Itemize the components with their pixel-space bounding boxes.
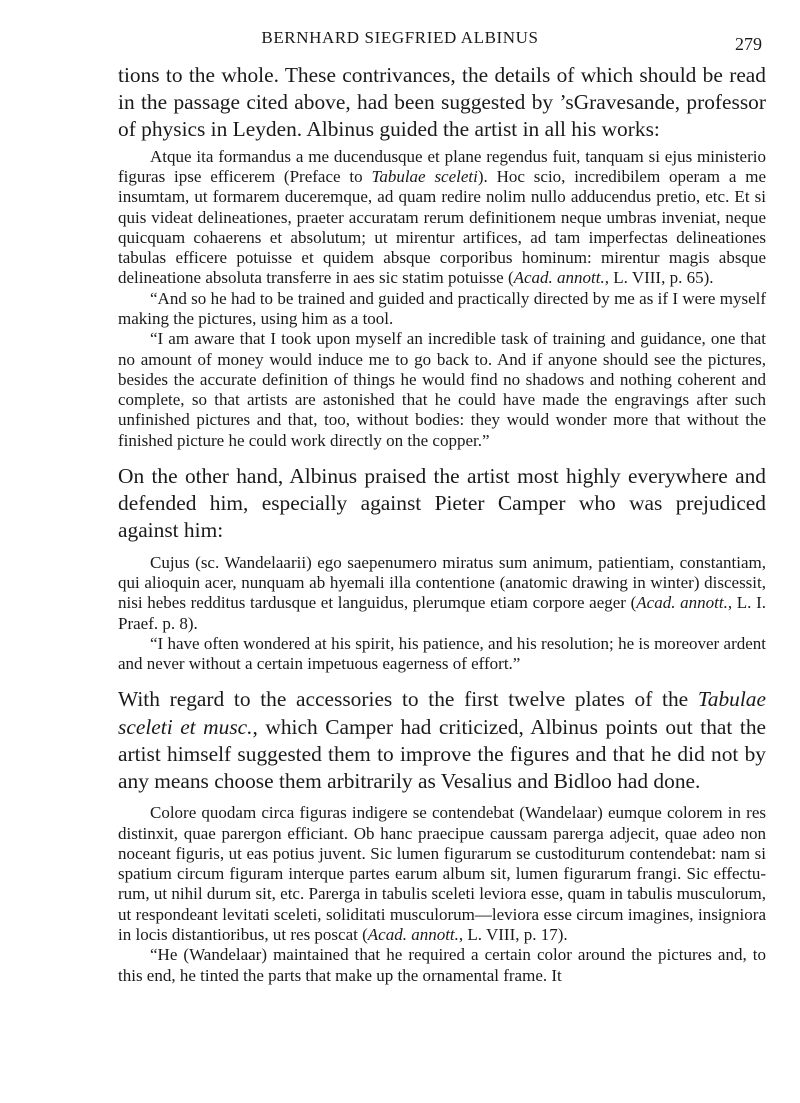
latin-quote-1: Atque ita formandus a me ducendusque et plane regendus fuit, tanquam si ejus ministerio figuras ipse efficerem (Preface to Tabulae sceleti). Hoc scio, incredibilem operam a me insumtam, ut formarem duceremque, ad quam redire nolim nullo adducendus pretio, etc. Et si quis videat delineationes, praeter accuratam rerum definitionem neque umbras inveniat, neque quicquam cohaerens et absolutum; ut mirentur artifices, ad tam imperfectas delineationes tabulas efficere potuisse et quidem absque corporibus hominum: mirentur magis absque delineatione absoluta transferre in aes sic statim potuisse (Acad. annott., L. VIII, p. 65).	[118, 146, 766, 288]
latin-quote-3: Colore quodam circa figuras indigere se contendebat (Wandelaar) eumque colorem in res distinxit, quae parergon efficiant. Ob hanc praecipue caussam parerga adjecit, quae adeo non noceant figuris, ut eas potius juvent. Sic lumen figurarum se custoditurum contendebat: nam si spatium circum figuram interque partes earum album sit, lumen figurarum frangi. Sic effecturum, ut nihil durum sit, etc. Parerga in tabulis sceleti leviora esse, quam in tabulis musculorum, ut respondeant levitati sceleti, soliditati musculorum—leviora esse circum imagines, insigniora in locis distantioribus, ut res poscat (Acad. annott., L. VIII, p. 17).	[118, 803, 766, 945]
translation-2: “I have often wondered at his spirit, his patience, and his resolution; he is moreover ardent and never without a certain impetuous eagerness of effort.”	[118, 633, 766, 674]
paragraph-continuation: tions to the whole. These contrivances, the details of which should be read in the passage cited above, had been suggested by ’sGravesande, professor of physics in Leyden. Albinus guided the artist in all his works:	[118, 63, 766, 142]
translation-1b: “I am aware that I took upon myself an incredible task of training and guidance, one that no amount of money would induce me to go back to. And if anyone should see the pictures, besides the accurate definition of things he would find no shadows and nothing coherent and complete, so that artists are astonished that he could have made the engravings after such unfinished pictures and that, too, without bodies: they would wonder more that without the finished picture he could work directly on the copper.”	[118, 329, 766, 450]
latin-quote-2: Cujus (sc. Wandelaarii) ego saepenumero miratus sum animum, patientiam, constantiam, qui alioquin acer, nunquam ab hyemali illa contentione (anatomic drawing in winter) discessit, nisi hebes redditus tardusque et languidus, plerumque etiam corpore aeger (Acad. annott., L. I. Praef. p. 8).	[118, 552, 766, 633]
translation-1a: “And so he had to be trained and guided and practically directed by me as if I were myself making the pictures, using him as a tool.	[118, 288, 766, 328]
paragraph-camper: On the other hand, Albinus praised the artist most highly everywhere and defended him, especially against Pieter Camper who was prejudiced against him:	[118, 464, 766, 543]
page-number: 279	[735, 34, 762, 54]
translation-3: “He (Wandelaar) maintained that he required a certain color around the pictures and, to this end, he tinted the parts that make up the ornamental frame. It	[118, 945, 766, 985]
running-head	[0, 26, 800, 54]
paragraph-accessories: With regard to the accessories to the first twelve plates of the Tabulae sceleti et musc., which Camper had criticized, Albinus points out that the artist himself suggested them to improve the figures and that he did not by any means choose them arbitrarily as Vesalius and Bidloo had done.	[118, 687, 767, 794]
body-text	[118, 62, 766, 986]
running-title: BERNHARD SIEGFRIED ALBINUS	[261, 28, 539, 47]
